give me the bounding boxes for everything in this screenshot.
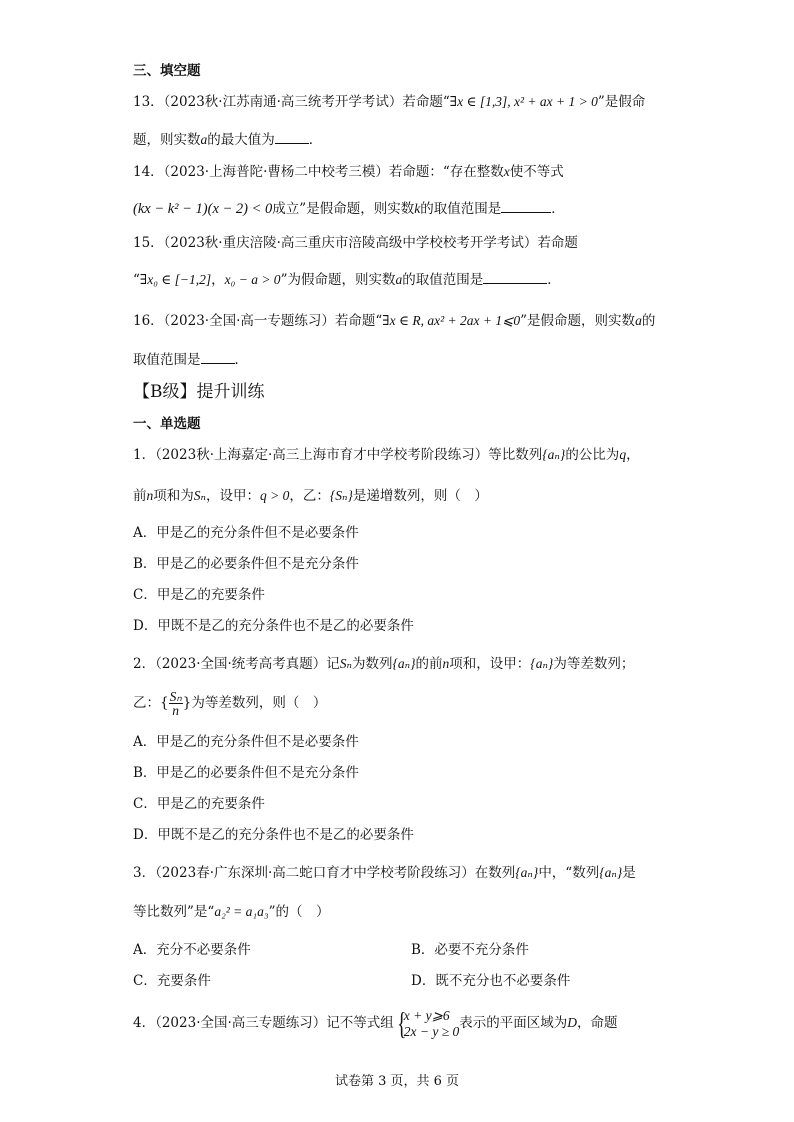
option-d[interactable]: D．既不充分也不必要条件 <box>411 973 571 989</box>
b1-text-e: 是递增数列，则（ ） <box>352 488 488 504</box>
b3-text-b: ”的（ ） <box>268 904 330 920</box>
fraction-denominator: n <box>172 703 180 718</box>
b1-seq2: {Sₙ} <box>329 488 353 503</box>
b4-mid: 表示的平面区域为 <box>459 1015 568 1031</box>
q16-math: ∃x ∈ R, ax² + 2ax + 1⩽0 <box>382 313 521 328</box>
question-14-line-1 <box>133 163 564 181</box>
question-13-line-1 <box>133 93 645 111</box>
option-a[interactable]: A．甲是乙的充分条件但不是必要条件 <box>133 734 359 750</box>
option-c[interactable]: C．充要条件 <box>133 973 211 989</box>
inequality-system <box>394 1004 460 1041</box>
section-heading-fill-blank: 三、填空题 <box>133 63 201 79</box>
question-15-line-1 <box>133 234 578 252</box>
b3-seq2: {aₙ} <box>599 865 623 880</box>
q15-var-a: a <box>395 272 403 287</box>
b-question-2-line-1 <box>133 655 634 673</box>
b2-prefix: 2．（2023·全国·统考高考真题）记 <box>133 656 340 672</box>
question-14-line-2 <box>133 199 565 218</box>
option-b[interactable]: B．必要不充分条件 <box>411 942 529 958</box>
b2-mid1: 为数列 <box>352 656 393 672</box>
b2-text-b: }为等差数列，则（ ） <box>182 695 327 711</box>
b3-prefix: 3．（2023春·广东深圳·高二蛇口育才中学校考阶段练习）在数列 <box>133 865 516 881</box>
q13-var-a: a <box>200 132 208 147</box>
q16-suffix: ”是假命题，则实数 <box>520 313 636 329</box>
inequality-2: 2x − y ≥ 0 <box>403 1023 460 1039</box>
question-16-line-2 <box>133 350 248 369</box>
question-16-line-1 <box>133 312 655 330</box>
b1-text-c: ，设甲： <box>205 488 260 504</box>
q14-prefix: 14．（2023·上海普陀·曹杨二中校考三模）若命题：“存在整数 <box>133 164 504 180</box>
q13-text: 题，则实数 <box>133 132 201 148</box>
q14-var-x: x <box>503 164 510 179</box>
q15-math-1: ∃x₀ ∈ [−1,2] <box>139 272 212 287</box>
b2-fraction <box>169 690 183 717</box>
b1-prefix: 1．（2023秋·上海嘉定·高三上海市育才中学校考阶段练习）等比数列 <box>133 447 543 463</box>
option-c[interactable]: C．甲是乙的充要条件 <box>133 796 265 812</box>
q16-suffix-2: 的 <box>641 313 656 329</box>
b2-var-n: n <box>442 656 450 671</box>
section-heading-single-choice: 一、单选题 <box>133 416 201 432</box>
q15-end: ． <box>547 272 561 288</box>
q16-var-a: a <box>635 313 642 328</box>
b1-text-b: 项和为 <box>153 488 194 504</box>
b3-seq: {aₙ} <box>515 865 539 880</box>
answer-blank[interactable] <box>483 270 547 284</box>
b4-prefix: 4．（2023·全国·高三专题练习）记不等式组 <box>133 1015 394 1031</box>
b2-seq: {aₙ} <box>392 656 416 671</box>
b2-mid3: 项和，设甲： <box>449 656 531 672</box>
b1-cond: q > 0 <box>259 488 290 503</box>
q15-math-2: x₀ − a > 0 <box>224 272 281 287</box>
b3-text: 等比数列”是“ <box>133 904 215 920</box>
q15-text: ”为假命题，则实数 <box>280 272 396 288</box>
q14-var-k: k <box>414 201 421 216</box>
b1-var-q: q <box>619 447 627 462</box>
b1-suffix: 的公比为 <box>565 447 620 463</box>
b2-mid2: 的前 <box>415 656 443 672</box>
option-b[interactable]: B．甲是乙的必要条件但不是充分条件 <box>133 556 359 572</box>
section-heading-level-b: 【B级】提升训练 <box>133 382 265 402</box>
b-question-2-line-2 <box>133 688 326 718</box>
question-15-line-2 <box>133 270 561 289</box>
q14-text-b: 的取值范围是 <box>420 201 502 217</box>
option-a[interactable]: A．充分不必要条件 <box>133 942 251 958</box>
q16-end: ． <box>234 352 248 368</box>
b-question-4-line-1 <box>133 1006 618 1040</box>
q14-suffix: 使不等式 <box>509 164 564 180</box>
b1-var-n: n <box>146 488 154 503</box>
b2-seq2: {aₙ} <box>530 656 554 671</box>
b-question-3-line-2 <box>133 903 329 921</box>
fraction-numerator: Sₙ <box>169 689 182 704</box>
q15-quote: “ <box>133 272 140 288</box>
b2-text: 乙：{ <box>133 695 169 711</box>
q16-text: 取值范围是 <box>133 352 201 368</box>
brace-glyph: { <box>396 1004 407 1041</box>
page-footer: 试卷第 3 页，共 6 页 <box>334 1074 460 1089</box>
q16-prefix: 16．（2023·全国·高一专题练习）若命题“ <box>133 313 383 329</box>
b1-text-d: ，乙： <box>289 488 330 504</box>
q14-math: (kx − k² − 1)(x − 2) < 0 <box>133 201 273 217</box>
q13-suffix: ”是假命 <box>597 94 646 110</box>
answer-blank[interactable] <box>275 130 309 144</box>
q15-prefix: 15．（2023秋·重庆涪陵·高三重庆市涪陵高级中学校校考开学考试）若命题 <box>133 235 578 251</box>
q15-sep: ， <box>211 272 225 288</box>
q13-math: ∃x ∈ [1,3], x² + ax + 1 > 0 <box>449 94 598 109</box>
b1-comma: ， <box>626 447 640 463</box>
option-a[interactable]: A．甲是乙的充分条件但不是必要条件 <box>133 525 359 541</box>
b1-seq: {aₙ} <box>542 447 566 462</box>
q14-text: 成立”是假命题，则实数 <box>272 201 415 217</box>
question-13-line-2 <box>133 130 322 149</box>
b3-mid: 中，“数列 <box>538 865 600 881</box>
b-question-1-line-1 <box>133 446 640 464</box>
q14-end: ． <box>551 201 565 217</box>
inequality-1: x + y⩾6 <box>403 1007 450 1023</box>
b-question-3-line-1 <box>133 864 636 882</box>
b-question-1-line-2 <box>133 487 488 505</box>
b1-sn: Sₙ <box>193 488 206 503</box>
answer-blank[interactable] <box>501 199 551 213</box>
q13-text-b: 的最大值为 <box>207 132 275 148</box>
option-d[interactable]: D．甲既不是乙的充分条件也不是乙的必要条件 <box>133 827 414 843</box>
q15-text-b: 的取值范围是 <box>402 272 484 288</box>
q13-prefix: 13．（2023秋·江苏南通·高三统考开学考试）若命题“ <box>133 94 450 110</box>
option-b[interactable]: B．甲是乙的必要条件但不是充分条件 <box>133 765 359 781</box>
option-d[interactable]: D．甲既不是乙的充分条件也不是乙的必要条件 <box>133 618 414 634</box>
b4-var-d: D <box>567 1015 578 1030</box>
b4-suffix: ，命题 <box>577 1015 618 1031</box>
b1-text: 前 <box>133 488 147 504</box>
answer-blank[interactable] <box>201 350 235 364</box>
b2-sn: Sₙ <box>339 656 353 671</box>
b2-suffix: 为等差数列； <box>553 656 635 672</box>
b3-math: a₂² = a₁a₃ <box>214 904 269 919</box>
q13-end: ． <box>308 132 323 148</box>
option-c[interactable]: C．甲是乙的充要条件 <box>133 587 265 603</box>
b3-suffix: 是 <box>622 865 636 881</box>
